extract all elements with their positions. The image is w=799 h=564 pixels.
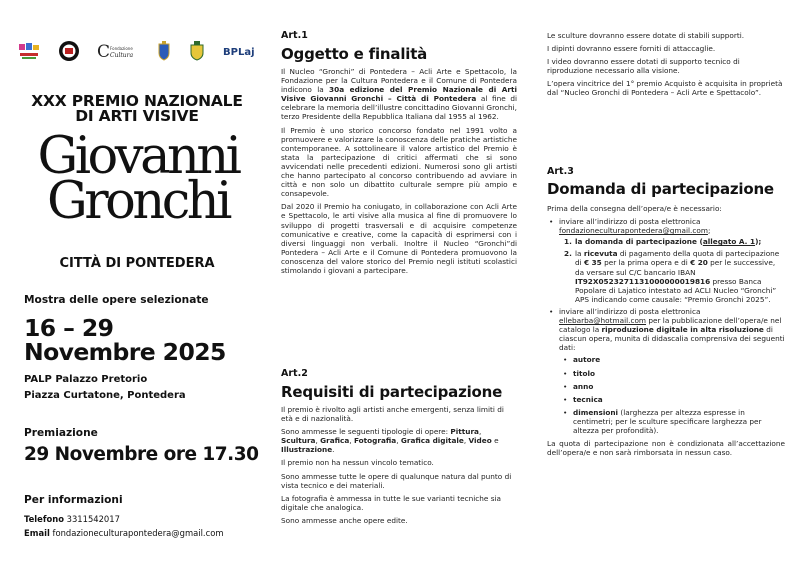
art3-label: Art.3	[547, 166, 574, 177]
art2-title: Requisiti di partecipazione	[281, 383, 503, 401]
giovanni-gronchi-title: Giovanni Gronchi	[37, 127, 239, 231]
list-item: • anno	[573, 382, 785, 391]
premio-title: XXX PREMIO NAZIONALE DI ARTI VISIVE	[31, 92, 243, 125]
logos-row	[17, 38, 255, 64]
mostra-label: Mostra delle opere selezionate	[24, 294, 209, 306]
closing-note: La quota di partecipazione non è condizionata all’accettazione dell’opera/e e non sarà rimborsata in nessun caso.	[547, 439, 785, 458]
caption-fields-list	[559, 355, 785, 435]
list-item: 1. la domanda di partecipazione (allegato A. 1);	[564, 237, 762, 247]
art1-paragraph: Il Nucleo “Gronchi” di Pontedera – Acli Arte e Spettacolo, la Fondazione per la Cultura Pontedera e il Comune di Pontedera indicono la 30a edizione del Premio Nazionale di Arti Visive Giovanni Gronchi – Città di Pontedera al fine di celebrare la memoria dell’illustre concittadino Giovanni Gronchi, terzo Presidente della Repubblica Italiana dal 1955 al 1962.	[281, 67, 518, 122]
bplaj-logo	[222, 40, 255, 62]
art3-list	[547, 217, 785, 435]
list-item: 2. la ricevuta di pagamento della quota di partecipazione di € 35 per la prima opera e di € 20 per le successive, da versare sul C/C bancario IBAN IT92X0523271131000000019816 presso Banca Popolare di Lajatico intestato ad ACLI Nucleo “Gronchi” APS indicando come causale: “Premio Gronchi 2025”.	[564, 249, 780, 304]
art2-body: Il premio è rivolto agli artisti anche emergenti, senza limiti di età e di nazionalità. Sono ammesse le seguenti tipologie di opere: Pittura, Scultura, Grafica, Fotografia, Grafica digitale, Video e Illustrazione. Il premio non ha nessun vincolo tematico. Sono ammesse tutte le opere di qualunque natura dal punto di vista tecnico e dei materiali. La fotografia è ammessa in tutte le sue varianti tecniche sia digitale che analogica. Sono ammesse anche opere edite.	[281, 405, 517, 529]
art1-title: Oggetto e finalità	[281, 45, 428, 63]
seal-logo	[58, 40, 80, 62]
art1-paragraph: Dal 2020 il Premio ha coniugato, in collaborazione con Acli Arte e Spettacolo, le arti visive alla musica al fine di promuovere lo sviluppo di progetti trasversali e di acquisire competenze comunicative e creative, come la capacità di esprimersi con i diversi linguaggi non verbali. Inoltre il Nucleo “Gronchi”di Pontedera – Acli Arte e il Comune di Pontedera promuovono la conoscenza del valore storico del Premio negli istituti scolastici stimolando i giovani a partecipare.	[281, 202, 517, 275]
email-line: Email fondazioneculturapontedera@gmail.com	[24, 528, 224, 538]
list-item: • inviare all’indirizzo di posta elettronica ellebarba@hotmail.com per la pubblicazione dell’opera/e nel catalogo la riproduzione digitale in alta risoluzione di ciascun opera, munita di didascalia comprensiva dei seguenti dati: • autore • titolo • anno • tecnica • dimensioni (larghezza per altezza espresse in centimetri; per le sculture specificare larghezza per altezza per profondità).	[559, 307, 785, 435]
email-link[interactable]: fondazioneculturapontedera@gmail.com	[559, 226, 708, 236]
svg-text:C: C	[97, 42, 111, 62]
venue: PALP Palazzo Pretorio Piazza Curtatone, Pontedera	[24, 374, 186, 401]
art2-label: Art.2	[281, 368, 308, 379]
list-item: • autore	[573, 355, 785, 364]
list-item: • dimensioni (larghezza per altezza espresse in centimetri; per le sculture specificare larghezza per altezza per profondità).	[573, 408, 785, 435]
comune-crest-icon	[157, 40, 171, 62]
requirements-continued: Le sculture dovranno essere dotate di stabili supporti. I dipinti dovranno essere forniti di attaccaglie. I video dovranno essere dotati di supporto tecnico di riproduzione necessario alla visione. L’opera vincitrice del 1° premio Acquisto è acquisita in proprietà dal “Nucleo Gronchi di Pontedera – Acli Arte e Spettacolo”.	[547, 31, 783, 98]
email-link[interactable]: ellebarba@hotmail.com	[559, 316, 647, 326]
exhibition-dates: 16 – 29 Novembre 2025	[24, 314, 226, 366]
premiazione-date: 29 Novembre ore 17.30	[24, 444, 259, 465]
email-link[interactable]: fondazioneculturapontedera@gmail.com	[52, 528, 224, 538]
list-item: • titolo	[573, 369, 785, 378]
art1-paragraph: Il Premio è uno storico concorso fondato nel 1991 volto a promuovere e valorizzare la conoscenza delle pratiche artistiche contemporanee. A sottolineare il valore artistico del Premio è stata la partecipazione di critici affermati che si sono avvicendati nelle precedenti edizioni. Numerosi sono gli artisti che hanno partecipato al concorso contribuendo ad avviare in città e non solo un dibattito culturale sempre più ampio e consapevole.	[281, 125, 518, 199]
citta-subtitle: CITTÀ DI PONTEDERA	[59, 256, 215, 271]
fondazione-logo	[97, 40, 139, 62]
art2-types: Sono ammesse le seguenti tipologie di opere: Pittura, Scultura, Grafica, Fotografia, Grafica digitale, Video e Illustrazione.	[281, 427, 499, 455]
info-heading: Per informazioni	[24, 494, 123, 506]
phone-line: Telefono 3311542017	[24, 514, 120, 524]
svg-text:Fondazione: Fondazione	[110, 46, 134, 51]
art3-body: Prima della consegna dell’opera/e è necessario: • inviare all’indirizzo di posta elettronica fondazioneculturapontedera@gmail.com; 1. la domanda di partecipazione (allegato A. 1); 2. la ricevuta di pagamento della quota di partecipazione di € 35 per la prima opera e di € 20 per le successive, da versare sul C/C bancario IBAN IT92X0523271131000000019816 presso Banca Popolare di Lajatico intestato ad ACLI Nucleo “Gronchi” APS indicando come causale: “Premio Gronchi 2025”. • inviare all’indirizzo di posta elettronica ellebarba@hotmail.com per la pubblicazione dell’opera/e nel catalogo la riproduzione digitale in alta risoluzione di ciascun opera, munita di didascalia comprensiva dei seguenti dati: • autore • titolo • anno • tecnica • dimensioni (larghezza per altezza espresse in centimetri; per le sculture specificare larghezza per altezza per profondità). La quota di partecipazione non è condizionata all’accettazione dell’opera/e e non sarà rimborsata in nessun caso.	[547, 204, 785, 461]
svg-text:BPLaj: BPLaj	[222, 47, 255, 58]
art1-body	[281, 67, 517, 279]
list-item: • inviare all’indirizzo di posta elettronica fondazioneculturapontedera@gmail.com; 1. la domanda di partecipazione (allegato A. 1); 2. la ricevuta di pagamento della quota di partecipazione di € 35 per la prima opera e di € 20 per le successive, da versare sul C/C bancario IBAN IT92X0523271131000000019816 presso Banca Popolare di Lajatico intestato ad ACLI Nucleo “Gronchi” APS indicando come causale: “Premio Gronchi 2025”.	[559, 217, 785, 304]
numbered-list	[559, 237, 785, 304]
svg-text:Cultura: Cultura	[110, 52, 134, 59]
acli-logo	[17, 40, 41, 62]
provincia-crest-icon	[188, 40, 206, 62]
premiazione-label: Premiazione	[24, 427, 98, 439]
art3-title: Domanda di partecipazione	[547, 180, 774, 198]
list-item: • tecnica	[573, 395, 785, 404]
allegato-link[interactable]: allegato A. 1	[702, 237, 756, 247]
art1-label: Art.1	[281, 30, 308, 41]
